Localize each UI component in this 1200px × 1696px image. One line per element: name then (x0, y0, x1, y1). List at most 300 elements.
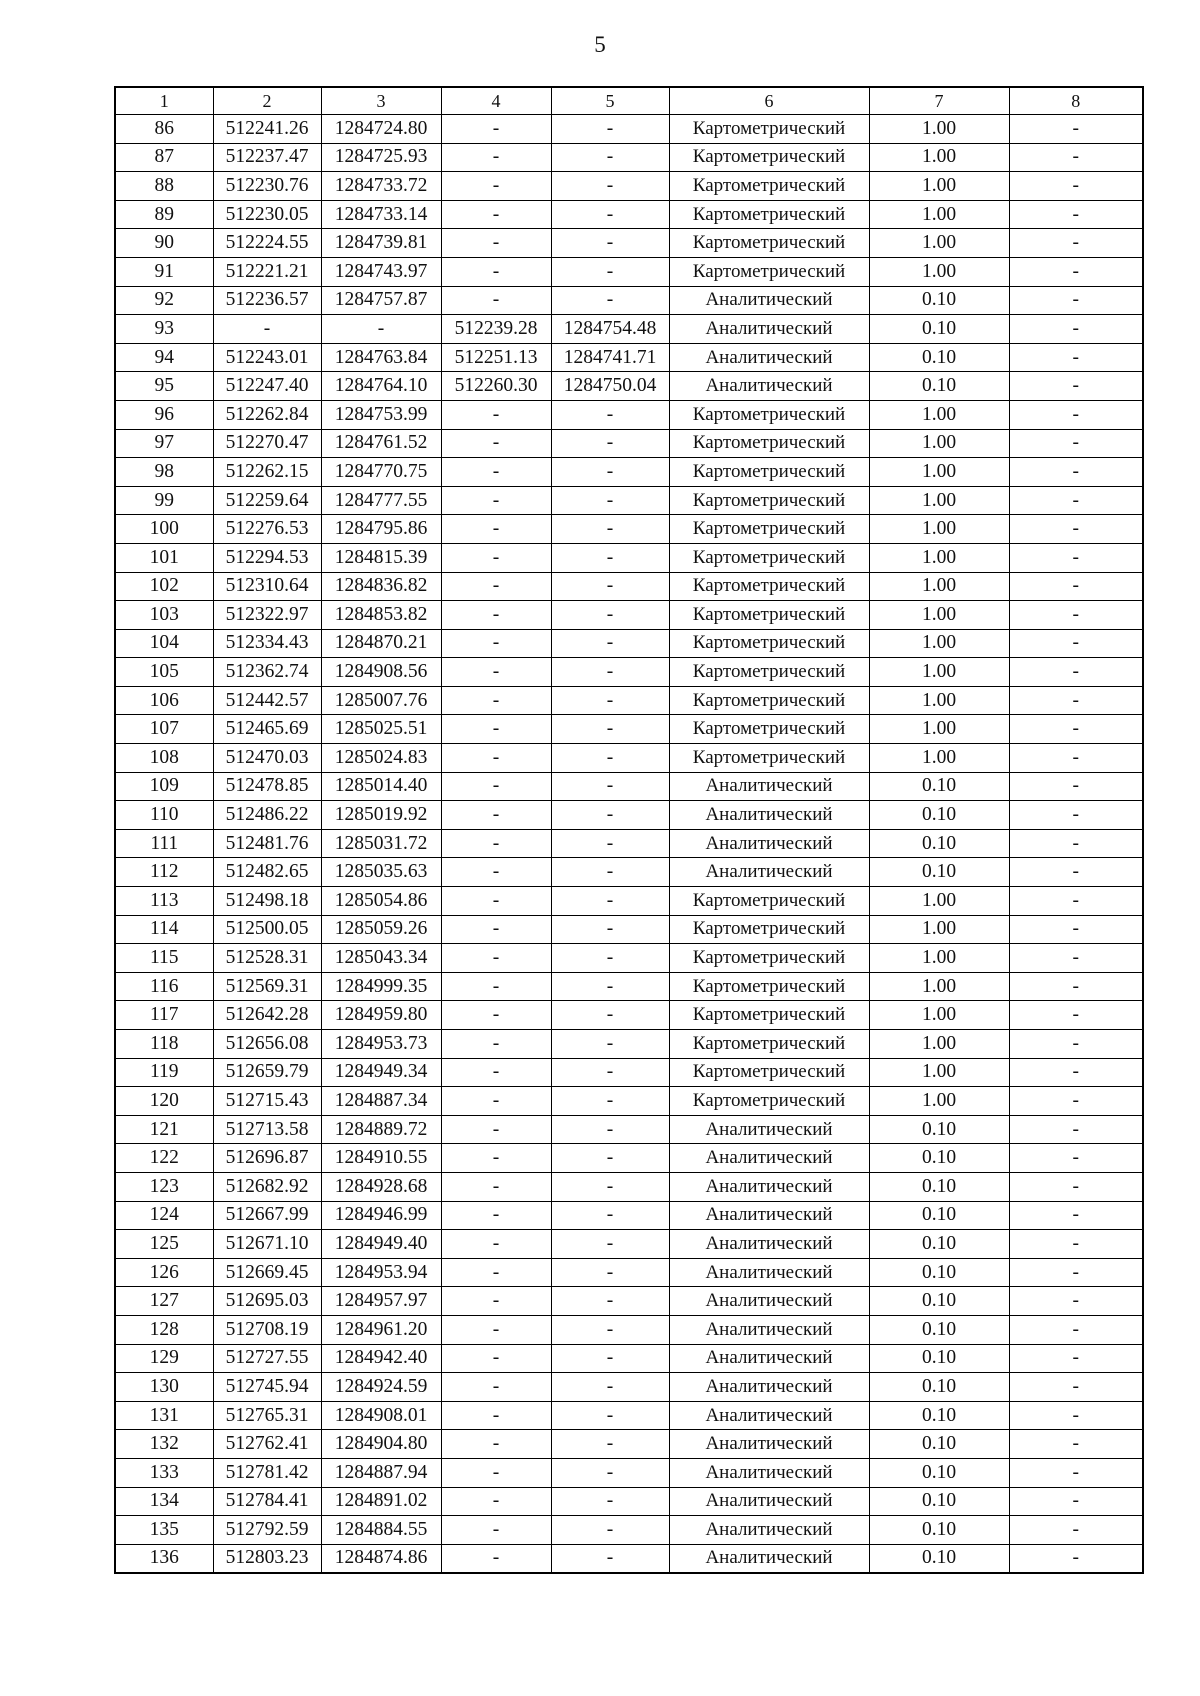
note-cell: - (1009, 1201, 1143, 1230)
note-cell: - (1009, 944, 1143, 973)
accuracy-cell: 0.10 (869, 1544, 1009, 1573)
accuracy-cell: 0.10 (869, 1172, 1009, 1201)
accuracy-cell: 1.00 (869, 458, 1009, 487)
table-row (115, 486, 1143, 515)
x-coordinate-alt-cell: - (441, 1230, 551, 1259)
x-coordinate-cell: 512715.43 (213, 1087, 321, 1116)
point-number-cell: 133 (115, 1458, 213, 1487)
note-cell: - (1009, 1315, 1143, 1344)
note-cell: - (1009, 200, 1143, 229)
method-cell: Аналитический (669, 858, 869, 887)
x-coordinate-cell: 512230.05 (213, 200, 321, 229)
x-coordinate-alt-cell: - (441, 887, 551, 916)
x-coordinate-cell: 512262.84 (213, 400, 321, 429)
point-number-cell: 136 (115, 1544, 213, 1573)
accuracy-cell: 1.00 (869, 1030, 1009, 1059)
method-cell: Картометрический (669, 658, 869, 687)
accuracy-cell: 0.10 (869, 315, 1009, 344)
note-cell: - (1009, 486, 1143, 515)
x-coordinate-cell: 512486.22 (213, 801, 321, 830)
method-cell: Картометрический (669, 887, 869, 916)
x-coordinate-alt-cell: - (441, 543, 551, 572)
x-coordinate-alt-cell: - (441, 1144, 551, 1173)
accuracy-cell: 0.10 (869, 1487, 1009, 1516)
point-number-cell: 124 (115, 1201, 213, 1230)
accuracy-cell: 1.00 (869, 229, 1009, 258)
x-coordinate-cell: 512569.31 (213, 972, 321, 1001)
y-coordinate-cell: 1284891.02 (321, 1487, 441, 1516)
method-cell: Аналитический (669, 372, 869, 401)
y-coordinate-cell: 1284795.86 (321, 515, 441, 544)
table-row (115, 1516, 1143, 1545)
y-coordinate-alt-cell: 1284754.48 (551, 315, 669, 344)
y-coordinate-cell: 1285014.40 (321, 772, 441, 801)
accuracy-cell: 1.00 (869, 543, 1009, 572)
x-coordinate-alt-cell: - (441, 1058, 551, 1087)
accuracy-cell: 1.00 (869, 887, 1009, 916)
table-row (115, 972, 1143, 1001)
x-coordinate-cell: 512642.28 (213, 1001, 321, 1030)
y-coordinate-cell: 1285025.51 (321, 715, 441, 744)
accuracy-cell: 1.00 (869, 972, 1009, 1001)
method-cell: Аналитический (669, 1458, 869, 1487)
y-coordinate-alt-cell: - (551, 686, 669, 715)
page-number: 5 (594, 32, 606, 57)
note-cell: - (1009, 572, 1143, 601)
note-cell: - (1009, 1172, 1143, 1201)
y-coordinate-cell: 1284725.93 (321, 143, 441, 172)
column-header: 4 (441, 87, 551, 115)
y-coordinate-cell: 1284949.34 (321, 1058, 441, 1087)
table-row (115, 115, 1143, 144)
point-number-cell: 128 (115, 1315, 213, 1344)
table-row (115, 772, 1143, 801)
y-coordinate-alt-cell: - (551, 1287, 669, 1316)
y-coordinate-alt-cell: - (551, 1344, 669, 1373)
y-coordinate-cell: 1284739.81 (321, 229, 441, 258)
point-number-cell: 105 (115, 658, 213, 687)
point-number-cell: 102 (115, 572, 213, 601)
y-coordinate-cell: 1284959.80 (321, 1001, 441, 1030)
note-cell: - (1009, 515, 1143, 544)
x-coordinate-cell: 512708.19 (213, 1315, 321, 1344)
x-coordinate-cell: 512695.03 (213, 1287, 321, 1316)
accuracy-cell: 1.00 (869, 686, 1009, 715)
point-number-cell: 90 (115, 229, 213, 258)
accuracy-cell: 1.00 (869, 515, 1009, 544)
x-coordinate-alt-cell: - (441, 1087, 551, 1116)
method-cell: Картометрический (669, 715, 869, 744)
table-row (115, 1287, 1143, 1316)
y-coordinate-alt-cell: - (551, 1058, 669, 1087)
y-coordinate-alt-cell: - (551, 172, 669, 201)
table-row (115, 1030, 1143, 1059)
point-number-cell: 88 (115, 172, 213, 201)
method-cell: Аналитический (669, 1258, 869, 1287)
column-header: 5 (551, 87, 669, 115)
table-row (115, 200, 1143, 229)
x-coordinate-cell: 512243.01 (213, 343, 321, 372)
note-cell: - (1009, 286, 1143, 315)
x-coordinate-cell: 512224.55 (213, 229, 321, 258)
table-row (115, 1172, 1143, 1201)
x-coordinate-alt-cell: - (441, 772, 551, 801)
column-header: 6 (669, 87, 869, 115)
y-coordinate-cell: 1284770.75 (321, 458, 441, 487)
point-number-cell: 125 (115, 1230, 213, 1259)
note-cell: - (1009, 1344, 1143, 1373)
x-coordinate-alt-cell: - (441, 629, 551, 658)
x-coordinate-cell: 512671.10 (213, 1230, 321, 1259)
note-cell: - (1009, 458, 1143, 487)
table-header-row (115, 87, 1143, 115)
y-coordinate-alt-cell: - (551, 1315, 669, 1344)
point-number-cell: 94 (115, 343, 213, 372)
y-coordinate-cell: 1284904.80 (321, 1430, 441, 1459)
method-cell: Аналитический (669, 1144, 869, 1173)
y-coordinate-cell: 1284928.68 (321, 1172, 441, 1201)
x-coordinate-alt-cell: - (441, 458, 551, 487)
y-coordinate-cell: 1284753.99 (321, 400, 441, 429)
method-cell: Аналитический (669, 1344, 869, 1373)
note-cell: - (1009, 1373, 1143, 1402)
x-coordinate-alt-cell: - (441, 915, 551, 944)
y-coordinate-alt-cell: - (551, 1201, 669, 1230)
note-cell: - (1009, 1401, 1143, 1430)
x-coordinate-alt-cell: - (441, 172, 551, 201)
y-coordinate-alt-cell: - (551, 1458, 669, 1487)
y-coordinate-alt-cell: - (551, 572, 669, 601)
x-coordinate-cell: 512294.53 (213, 543, 321, 572)
x-coordinate-cell: 512682.92 (213, 1172, 321, 1201)
point-number-cell: 96 (115, 400, 213, 429)
accuracy-cell: 0.10 (869, 1458, 1009, 1487)
x-coordinate-alt-cell: - (441, 515, 551, 544)
x-coordinate-alt-cell: - (441, 286, 551, 315)
note-cell: - (1009, 372, 1143, 401)
method-cell: Аналитический (669, 772, 869, 801)
point-number-cell: 107 (115, 715, 213, 744)
accuracy-cell: 1.00 (869, 486, 1009, 515)
table-row (115, 1058, 1143, 1087)
accuracy-cell: 0.10 (869, 1401, 1009, 1430)
method-cell: Картометрический (669, 1058, 869, 1087)
y-coordinate-cell: 1284836.82 (321, 572, 441, 601)
table-row (115, 1344, 1143, 1373)
method-cell: Аналитический (669, 286, 869, 315)
accuracy-cell: 1.00 (869, 572, 1009, 601)
x-coordinate-cell: 512247.40 (213, 372, 321, 401)
table-row (115, 601, 1143, 630)
accuracy-cell: 1.00 (869, 429, 1009, 458)
x-coordinate-cell: 512498.18 (213, 887, 321, 916)
accuracy-cell: 0.10 (869, 1201, 1009, 1230)
x-coordinate-alt-cell: - (441, 429, 551, 458)
method-cell: Картометрический (669, 257, 869, 286)
x-coordinate-cell: 512276.53 (213, 515, 321, 544)
method-cell: Картометрический (669, 486, 869, 515)
table-row (115, 1458, 1143, 1487)
x-coordinate-alt-cell: - (441, 1544, 551, 1573)
table-row (115, 1430, 1143, 1459)
method-cell: Картометрический (669, 115, 869, 144)
method-cell: Аналитический (669, 315, 869, 344)
accuracy-cell: 0.10 (869, 829, 1009, 858)
y-coordinate-cell: 1285054.86 (321, 887, 441, 916)
point-number-cell: 123 (115, 1172, 213, 1201)
table-row (115, 400, 1143, 429)
x-coordinate-cell: 512713.58 (213, 1115, 321, 1144)
y-coordinate-alt-cell: - (551, 944, 669, 973)
accuracy-cell: 1.00 (869, 200, 1009, 229)
table-row (115, 572, 1143, 601)
y-coordinate-cell: 1284999.35 (321, 972, 441, 1001)
method-cell: Аналитический (669, 1516, 869, 1545)
note-cell: - (1009, 1030, 1143, 1059)
note-cell: - (1009, 1087, 1143, 1116)
x-coordinate-alt-cell: - (441, 143, 551, 172)
note-cell: - (1009, 172, 1143, 201)
x-coordinate-alt-cell: 512260.30 (441, 372, 551, 401)
point-number-cell: 101 (115, 543, 213, 572)
y-coordinate-alt-cell: - (551, 1115, 669, 1144)
x-coordinate-alt-cell: - (441, 829, 551, 858)
point-number-cell: 98 (115, 458, 213, 487)
method-cell: Картометрический (669, 543, 869, 572)
table-row (115, 429, 1143, 458)
x-coordinate-cell: 512500.05 (213, 915, 321, 944)
table-row (115, 1373, 1143, 1402)
table-row (115, 744, 1143, 773)
x-coordinate-cell: 512236.57 (213, 286, 321, 315)
y-coordinate-cell: 1284910.55 (321, 1144, 441, 1173)
x-coordinate-cell: 512765.31 (213, 1401, 321, 1430)
accuracy-cell: 1.00 (869, 715, 1009, 744)
point-number-cell: 103 (115, 601, 213, 630)
note-cell: - (1009, 629, 1143, 658)
y-coordinate-cell: 1284761.52 (321, 429, 441, 458)
note-cell: - (1009, 315, 1143, 344)
y-coordinate-alt-cell: - (551, 115, 669, 144)
column-header: 1 (115, 87, 213, 115)
y-coordinate-alt-cell: - (551, 1544, 669, 1573)
table-row (115, 286, 1143, 315)
y-coordinate-alt-cell: - (551, 744, 669, 773)
accuracy-cell: 1.00 (869, 601, 1009, 630)
method-cell: Картометрический (669, 429, 869, 458)
x-coordinate-alt-cell: - (441, 400, 551, 429)
x-coordinate-alt-cell: - (441, 858, 551, 887)
table-row (115, 343, 1143, 372)
note-cell: - (1009, 858, 1143, 887)
y-coordinate-cell: 1284884.55 (321, 1516, 441, 1545)
y-coordinate-cell: 1284889.72 (321, 1115, 441, 1144)
y-coordinate-cell: 1284953.94 (321, 1258, 441, 1287)
accuracy-cell: 0.10 (869, 343, 1009, 372)
method-cell: Аналитический (669, 1487, 869, 1516)
x-coordinate-cell: 512259.64 (213, 486, 321, 515)
column-header: 2 (213, 87, 321, 115)
note-cell: - (1009, 143, 1143, 172)
y-coordinate-cell: 1284961.20 (321, 1315, 441, 1344)
point-number-cell: 122 (115, 1144, 213, 1173)
coordinates-table (114, 86, 1144, 1574)
note-cell: - (1009, 658, 1143, 687)
x-coordinate-alt-cell: - (441, 1030, 551, 1059)
note-cell: - (1009, 1287, 1143, 1316)
note-cell: - (1009, 115, 1143, 144)
y-coordinate-cell: 1284908.56 (321, 658, 441, 687)
note-cell: - (1009, 1144, 1143, 1173)
y-coordinate-alt-cell: - (551, 858, 669, 887)
y-coordinate-alt-cell: - (551, 515, 669, 544)
x-coordinate-alt-cell: - (441, 115, 551, 144)
y-coordinate-cell: 1284724.80 (321, 115, 441, 144)
method-cell: Картометрический (669, 172, 869, 201)
note-cell: - (1009, 229, 1143, 258)
point-number-cell: 116 (115, 972, 213, 1001)
note-cell: - (1009, 686, 1143, 715)
accuracy-cell: 1.00 (869, 172, 1009, 201)
x-coordinate-cell: 512262.15 (213, 458, 321, 487)
method-cell: Картометрический (669, 200, 869, 229)
method-cell: Картометрический (669, 972, 869, 1001)
x-coordinate-cell: 512221.21 (213, 257, 321, 286)
note-cell: - (1009, 1115, 1143, 1144)
accuracy-cell: 0.10 (869, 801, 1009, 830)
method-cell: Картометрический (669, 915, 869, 944)
method-cell: Картометрический (669, 686, 869, 715)
point-number-cell: 129 (115, 1344, 213, 1373)
x-coordinate-cell: 512784.41 (213, 1487, 321, 1516)
note-cell: - (1009, 1516, 1143, 1545)
y-coordinate-cell: 1284887.34 (321, 1087, 441, 1116)
method-cell: Аналитический (669, 1115, 869, 1144)
x-coordinate-cell: 512656.08 (213, 1030, 321, 1059)
y-coordinate-alt-cell: - (551, 772, 669, 801)
x-coordinate-cell: 512762.41 (213, 1430, 321, 1459)
point-number-cell: 93 (115, 315, 213, 344)
y-coordinate-alt-cell: - (551, 1030, 669, 1059)
y-coordinate-alt-cell: - (551, 1487, 669, 1516)
x-coordinate-cell: 512322.97 (213, 601, 321, 630)
x-coordinate-cell: 512334.43 (213, 629, 321, 658)
table-row (115, 515, 1143, 544)
table-row (115, 1201, 1143, 1230)
y-coordinate-alt-cell: - (551, 229, 669, 258)
y-coordinate-alt-cell: - (551, 658, 669, 687)
y-coordinate-alt-cell: - (551, 829, 669, 858)
y-coordinate-alt-cell: - (551, 1373, 669, 1402)
method-cell: Картометрический (669, 1087, 869, 1116)
point-number-cell: 99 (115, 486, 213, 515)
accuracy-cell: 1.00 (869, 944, 1009, 973)
point-number-cell: 115 (115, 944, 213, 973)
y-coordinate-alt-cell: - (551, 887, 669, 916)
x-coordinate-cell: 512478.85 (213, 772, 321, 801)
y-coordinate-alt-cell: - (551, 601, 669, 630)
y-coordinate-alt-cell: - (551, 915, 669, 944)
x-coordinate-alt-cell: - (441, 1115, 551, 1144)
table-row (115, 1087, 1143, 1116)
table-row (115, 715, 1143, 744)
y-coordinate-cell: 1285019.92 (321, 801, 441, 830)
method-cell: Картометрический (669, 143, 869, 172)
accuracy-cell: 0.10 (869, 1144, 1009, 1173)
point-number-cell: 127 (115, 1287, 213, 1316)
point-number-cell: 87 (115, 143, 213, 172)
point-number-cell: 86 (115, 115, 213, 144)
point-number-cell: 120 (115, 1087, 213, 1116)
method-cell: Аналитический (669, 1315, 869, 1344)
accuracy-cell: 1.00 (869, 744, 1009, 773)
table-row (115, 858, 1143, 887)
accuracy-cell: 1.00 (869, 915, 1009, 944)
y-coordinate-alt-cell: - (551, 715, 669, 744)
y-coordinate-cell: 1284924.59 (321, 1373, 441, 1402)
y-coordinate-cell: 1284743.97 (321, 257, 441, 286)
accuracy-cell: 1.00 (869, 143, 1009, 172)
note-cell: - (1009, 715, 1143, 744)
note-cell: - (1009, 972, 1143, 1001)
x-coordinate-cell: 512792.59 (213, 1516, 321, 1545)
table-row (115, 1401, 1143, 1430)
x-coordinate-alt-cell: 512239.28 (441, 315, 551, 344)
point-number-cell: 95 (115, 372, 213, 401)
note-cell: - (1009, 1258, 1143, 1287)
y-coordinate-cell: 1285035.63 (321, 858, 441, 887)
table-row (115, 629, 1143, 658)
x-coordinate-alt-cell: - (441, 601, 551, 630)
method-cell: Аналитический (669, 1172, 869, 1201)
y-coordinate-cell: 1284946.99 (321, 1201, 441, 1230)
point-number-cell: 106 (115, 686, 213, 715)
x-coordinate-alt-cell: - (441, 1401, 551, 1430)
y-coordinate-cell: 1285059.26 (321, 915, 441, 944)
x-coordinate-alt-cell: 512251.13 (441, 343, 551, 372)
y-coordinate-cell: 1285043.34 (321, 944, 441, 973)
table-row (115, 1001, 1143, 1030)
y-coordinate-alt-cell: - (551, 1258, 669, 1287)
point-number-cell: 135 (115, 1516, 213, 1545)
x-coordinate-alt-cell: - (441, 1315, 551, 1344)
point-number-cell: 108 (115, 744, 213, 773)
y-coordinate-alt-cell: - (551, 1230, 669, 1259)
accuracy-cell: 0.10 (869, 1258, 1009, 1287)
table-row (115, 1487, 1143, 1516)
note-cell: - (1009, 1458, 1143, 1487)
point-number-cell: 118 (115, 1030, 213, 1059)
accuracy-cell: 0.10 (869, 286, 1009, 315)
table-row (115, 801, 1143, 830)
method-cell: Аналитический (669, 1430, 869, 1459)
y-coordinate-alt-cell: - (551, 972, 669, 1001)
note-cell: - (1009, 1001, 1143, 1030)
x-coordinate-cell: 512270.47 (213, 429, 321, 458)
x-coordinate-cell: 512237.47 (213, 143, 321, 172)
y-coordinate-cell: 1284908.01 (321, 1401, 441, 1430)
y-coordinate-cell: 1284757.87 (321, 286, 441, 315)
table-row (115, 1544, 1143, 1573)
accuracy-cell: 1.00 (869, 658, 1009, 687)
point-number-cell: 131 (115, 1401, 213, 1430)
accuracy-cell: 1.00 (869, 115, 1009, 144)
y-coordinate-cell: 1284764.10 (321, 372, 441, 401)
accuracy-cell: 0.10 (869, 1115, 1009, 1144)
y-coordinate-cell: 1284949.40 (321, 1230, 441, 1259)
y-coordinate-alt-cell: - (551, 257, 669, 286)
y-coordinate-cell: 1284763.84 (321, 343, 441, 372)
